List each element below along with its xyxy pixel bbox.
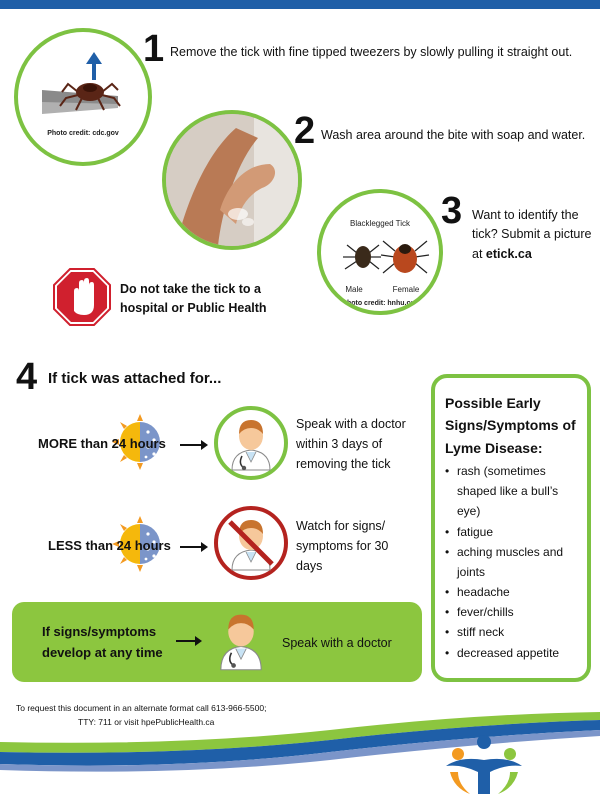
male-label: Male bbox=[345, 285, 363, 294]
doctor-circle-less bbox=[214, 506, 288, 580]
less-than-24-label: LESS than 24 hours bbox=[48, 538, 171, 553]
step3-text-body: Want to identify the tick? Submit a picture at bbox=[472, 208, 592, 261]
tick-image-title: Blacklegged Tick bbox=[349, 219, 411, 228]
female-label: Female bbox=[392, 285, 420, 294]
top-bar bbox=[0, 0, 600, 9]
develop-arrow bbox=[176, 640, 200, 642]
symptoms-panel bbox=[431, 374, 591, 682]
more-than-24-label: MORE than 24 hours bbox=[38, 436, 166, 451]
symptom-item: • rash (sometimes shaped like a bull’s eye) bbox=[445, 461, 577, 521]
step2-text: Wash area around the bite with soap and water. bbox=[321, 128, 586, 142]
stop-warning-text: Do not take the tick to a hospital or Public Health bbox=[120, 282, 267, 316]
develop-symptoms-label: If signs/symptoms develop at any time bbox=[42, 624, 163, 660]
doctor-icon bbox=[218, 410, 284, 476]
footer-line-1: To request this document in an alternate format call 613-966-5500; bbox=[16, 703, 267, 713]
symptom-item: • fever/chills bbox=[445, 602, 577, 622]
more-arrow bbox=[180, 444, 206, 446]
symptoms-list bbox=[445, 461, 577, 663]
tick-id-photo bbox=[317, 189, 443, 315]
etick-link[interactable]: etick.ca bbox=[485, 246, 532, 261]
step1-photo-credit: Photo credit: cdc.gov bbox=[47, 130, 119, 137]
washing-photo bbox=[162, 110, 302, 250]
tweezers-photo bbox=[14, 28, 152, 166]
step2-number: 2 bbox=[294, 110, 316, 152]
develop-advice-text: Speak with a doctor bbox=[282, 636, 392, 650]
more-advice-text: Speak with a doctor within 3 days of removing the tick bbox=[296, 417, 406, 471]
hands-washing-illustration bbox=[166, 114, 298, 246]
step1-text: Remove the tick with fine tipped tweezers by slowly pulling it straight out. bbox=[170, 45, 573, 59]
symptom-item: • stiff neck bbox=[445, 622, 577, 642]
less-arrow bbox=[180, 546, 206, 548]
doctor-circle-develop bbox=[206, 604, 276, 674]
step3-photo-credit: Photo credit: hnhu.org bbox=[342, 300, 418, 307]
doctor-circle-more bbox=[214, 406, 288, 480]
symptom-item: • headache bbox=[445, 582, 577, 602]
symptom-item: • decreased appetite bbox=[445, 643, 577, 663]
symptom-item: • aching muscles and joints bbox=[445, 542, 577, 582]
step4-title: If tick was attached for... bbox=[48, 370, 222, 387]
no-doctor-icon bbox=[218, 510, 284, 576]
less-advice-text: Watch for signs/ symptoms for 30 days bbox=[296, 519, 389, 573]
doctor-icon bbox=[206, 604, 276, 674]
stop-hand-icon bbox=[52, 267, 112, 327]
symptoms-title: Possible Early Signs/Symptoms of Lyme Disease: bbox=[445, 395, 576, 456]
ticks-illustration bbox=[335, 233, 431, 281]
step3-number: 3 bbox=[441, 190, 463, 232]
step1-number: 1 bbox=[143, 28, 165, 70]
symptom-item: • fatigue bbox=[445, 522, 577, 542]
step3-text bbox=[472, 206, 592, 264]
tweezers-tick-illustration bbox=[18, 32, 148, 162]
step4-number: 4 bbox=[16, 356, 38, 398]
public-health-logo bbox=[440, 732, 528, 798]
footer-line-2: TTY: 711 or visit hpePublicHealth.ca bbox=[78, 716, 215, 727]
